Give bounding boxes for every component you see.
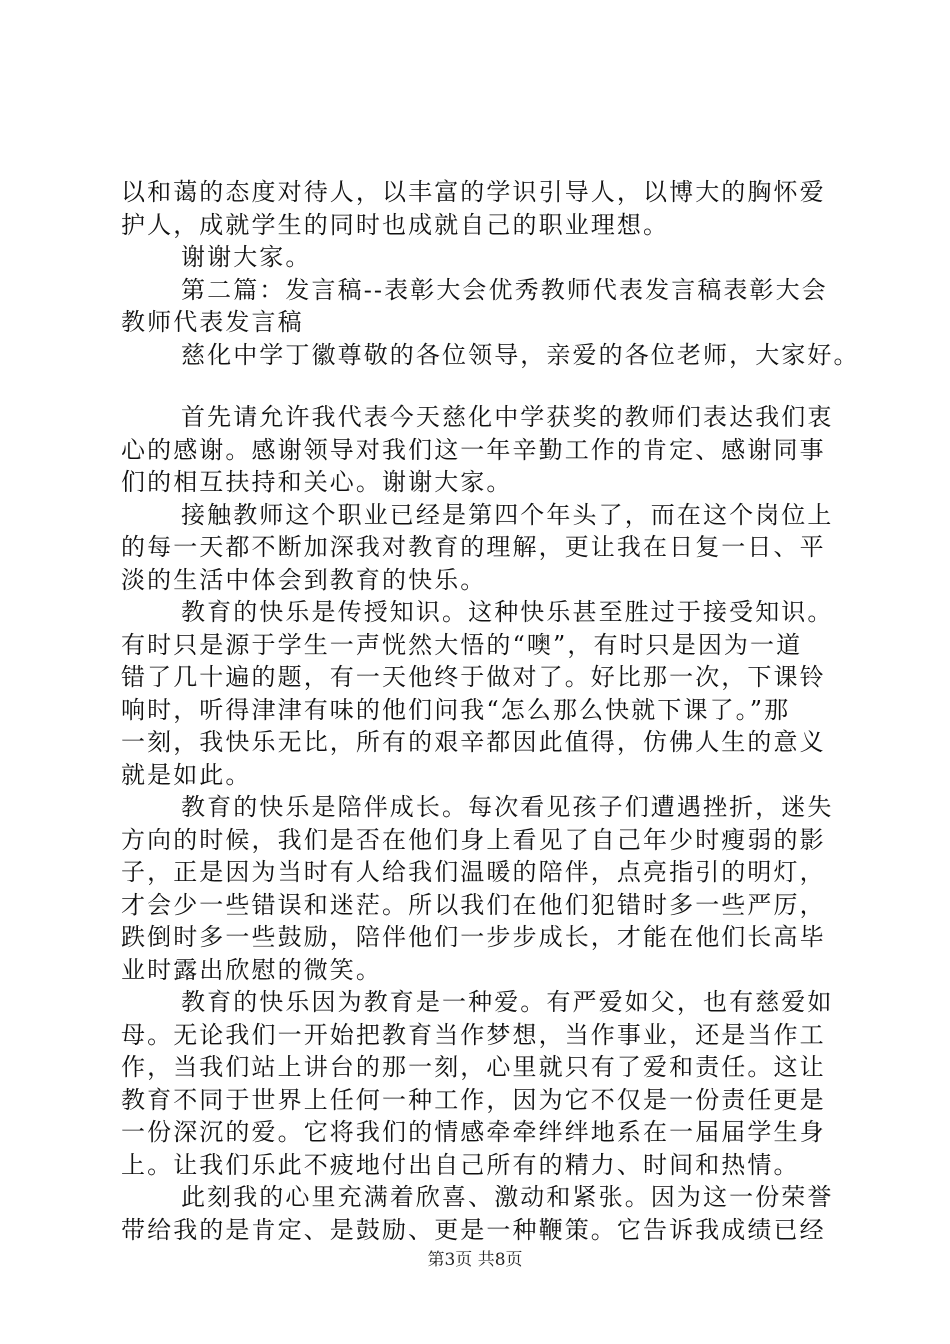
text-line: 作，当我们站上讲台的那一刻，心里就只有了爱和责任。这让: [121, 1053, 826, 1081]
text-line: 响时，听得津津有味的他们问我“怎么那么快就下课了。”那: [121, 695, 791, 724]
text-line: 一份深沉的爱。它将我们的情感牵牵绊绊地系在一届届学生身: [121, 1118, 826, 1146]
text-line: 才会少一些错误和迷茫。所以我们在他们犯错时多一些严厉，: [121, 890, 826, 919]
text-line: 接触教师这个职业已经是第四个年头了，而在这个岗位上: [181, 500, 834, 529]
text-line: 淡的生活中体会到教育的快乐。: [121, 565, 487, 594]
text-line: 们的相互扶持和关心。谢谢大家。: [121, 468, 513, 496]
text-line: 护人，成就学生的同时也成就自己的职业理想。: [121, 210, 670, 239]
text-line: 上。让我们乐此不疲地付出自己所有的精力、时间和热情。: [121, 1150, 800, 1179]
text-line: 子，正是因为当时有人给我们温暖的陪伴，点亮指引的明灯，: [121, 858, 826, 886]
document-body: [121, 176, 860, 1246]
text-line: 第二篇：发言稿--表彰大会优秀教师代表发言稿表彰大会: [181, 275, 828, 304]
text-line: 有时只是源于学生一声恍然大悟的“噢”，有时只是因为一道: [121, 630, 803, 659]
text-line: 带给我的是肯定、是鼓励、更是一种鞭策。它告诉我成绩已经: [121, 1215, 826, 1244]
text-line: 就是如此。: [121, 760, 252, 789]
text-line: 方向的时候，我们是否在他们身上看见了自己年少时瘦弱的影: [121, 825, 826, 854]
text-line: 跌倒时多一些鼓励，陪伴他们一步步成长，才能在他们长高毕: [121, 923, 826, 951]
text-line: 教育的快乐是陪伴成长。每次看见孩子们遭遇挫折，迷失: [181, 793, 834, 821]
page-footer: 第3页 共8页: [427, 1250, 523, 1270]
text-line: 母。无论我们一开始把教育当作梦想，当作事业，还是当作工: [121, 1020, 826, 1049]
text-line: 心的感谢。感谢领导对我们这一年辛勤工作的肯定、感谢同事: [121, 435, 826, 464]
paragraph-gap: [121, 371, 833, 401]
text-line: 业时露出欣慰的微笑。: [121, 955, 382, 984]
text-line: 首先请允许我代表今天慈化中学获奖的教师们表达我们衷: [181, 403, 834, 431]
text-line: 错了几十遍的题，有一天他终于做对了。好比那一次，下课铃: [121, 663, 826, 691]
text-line: 教师代表发言稿: [121, 308, 304, 336]
paragraph-block-top: [121, 176, 860, 371]
text-line: 一刻，我快乐无比，所有的艰辛都因此值得，仿佛人生的意义: [121, 728, 826, 756]
text-line: 此刻我的心里充满着欣喜、激动和紧张。因为这一份荣誉: [181, 1183, 834, 1211]
paragraph-block-body: [121, 401, 833, 1246]
text-line: 慈化中学丁徽尊敬的各位领导，亲爱的各位老师，大家好。: [181, 340, 860, 369]
text-line: 教育的快乐是传授知识。这种快乐甚至胜过于接受知识。: [181, 598, 834, 626]
text-line: 教育的快乐因为教育是一种爱。有严爱如父，也有慈爱如: [181, 988, 834, 1016]
text-line: 教育不同于世界上任何一种工作，因为它不仅是一份责任更是: [121, 1085, 826, 1114]
text-line: 的每一天都不断加深我对教育的理解，更让我在日复一日、平: [121, 533, 826, 561]
text-line: 谢谢大家。: [181, 243, 312, 271]
text-line: 以和蔼的态度对待人，以丰富的学识引导人，以博大的胸怀爱: [121, 178, 826, 206]
